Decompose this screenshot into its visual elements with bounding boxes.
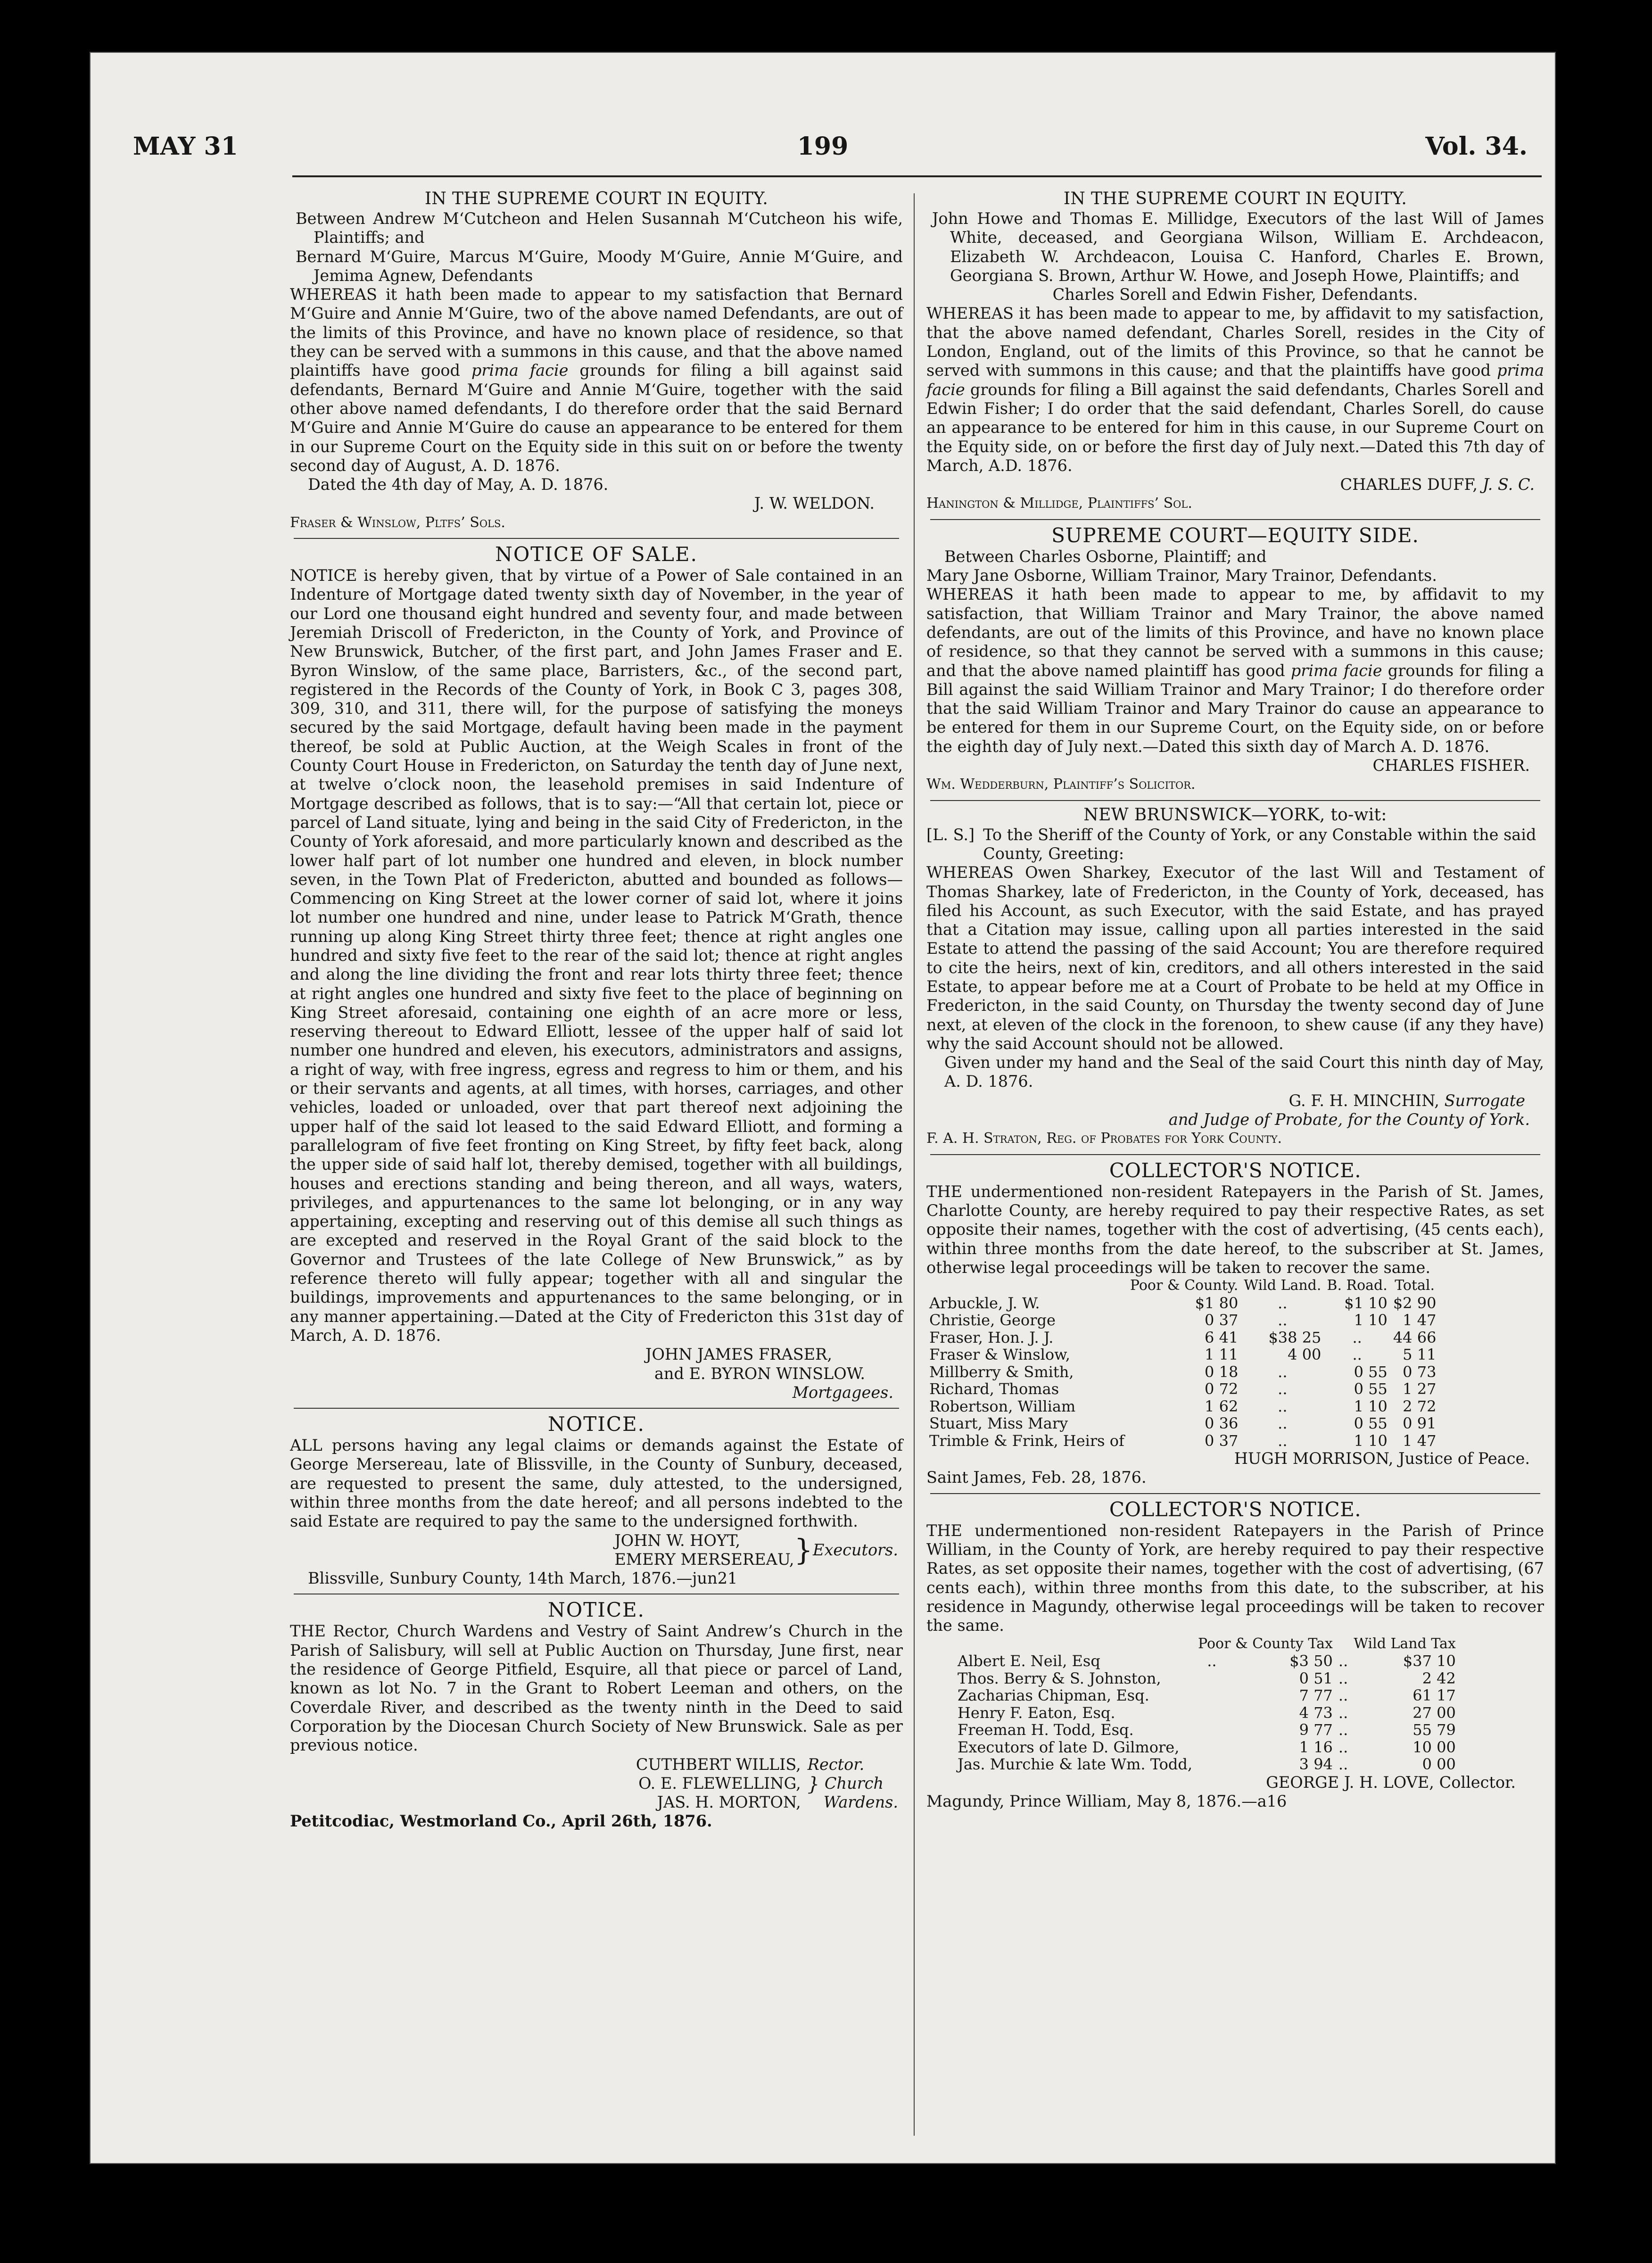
table-cell: Arbuckle, J. W. [929, 1294, 1040, 1312]
executor-name: JOHN W. HOYT, [614, 1531, 741, 1550]
executors-block [290, 1531, 903, 1569]
role-label: Rector. [807, 1755, 865, 1774]
notice-body: THE undermentioned non-resident Ratepayers in the Parish of Prince William, in the County of York, are hereby required to pay their respective Rates, as set opposite their names, together with the cost of advertising, (67 cents each), within three months from this date, to the subscriber, at his residence in Magundy, otherwise legal proceedings will be taken to recover the same. [926, 1521, 1544, 1635]
table-cell: 1 11 [1205, 1346, 1239, 1364]
signature: GEORGE J. H. LOVE, Collector. [1266, 1773, 1516, 1792]
notice-body: NOTICE is hereby given, that by virtue of a Power of Sale contained in an Indenture of Mortgage dated twenty sixth day of November, in the year of our Lord one thousand eight hundred and seventy four, and made between Jeremiah Driscoll of Fredericton, in the County of York, and Province of New Brunswick, Butcher, of the first part, and John James Fraser and E. Byron Winslow, of the same place, Barristers, &c., of the second part, registered in the Records of the County of York, in Book C 3, pages 308, 309, 310, and 311, there will, for the purpose of satisfying the moneys secured by the said Mortgage, default having been made in the payment thereof, be sold at Public Auction, at the Weigh Scales in front of the County Court House in Fredericton, on Saturday the tenth day of June next, at twelve o’clock noon, the leasehold premises in said Indenture of Mortgage described as follows, that is to say:—“All that certain lot, piece or parcel of Land situate, lying and being in the said City of Fredericton, in the County of York aforesaid, and more particularly known and described as the lower half part of lot number one hundred and eleven, in block number seven, in the Town Plat of Fredericton, abutted and bounded as follows—Commencing on King Street at the lower corner of said lot, where it joins lot number one hundred and nine, under lease to Patrick M‘Grath, thence running up along King Street thirty three feet; thence at right angles one hundred and sixty five feet to the rear of the said lot; thence at right angles and along the line dividing the front and rear lots thirty three feet; thence at right angles one hundred and sixty five feet to the place of beginning on King Street aforesaid, containing one eighth of an acre more or less, reserving thereout to Edward Elliott, lessee of the upper half of said lot number one hundred and eleven, his executors, administrators and assigns, a right of way, with free ingress, egress and regress to him or them, and his or their servants and agents, at all times, with horses, carriages, and other vehicles, loaded or unloaded, over that part thereof next adjoining the upper half of the said lot leased to the said Edward Elliott, and forming a parallelogram of five feet fronting on King Street, by fifty feet back, along the upper side of said half lot, thereby demised, together with all buildings, houses and erections standing and being thereon, and all ways, waters, privileges, and appurtenances to the same lot belonging, or in any way appertaining, excepting and reserving out of this demise all such things as are excepted and reserved in the Royal Grant of the said block to the Governor and Trustees of the late College of New Brunswick,” as by reference thereto will fully appear; together with all and singular the buildings, improvements and appurtenances to the same belonging, or in any manner appertaining.—Dated at the City of Fredericton this 31st day of March, A. D. 1876. [290, 566, 903, 1345]
table-row [955, 1652, 1459, 1670]
role-label: Wardens. [823, 1793, 898, 1812]
column-header: Poor & County. [1130, 1277, 1239, 1294]
header-rule [292, 175, 1542, 177]
table-cell: 55 79 [1412, 1721, 1456, 1739]
section-rule [294, 538, 899, 539]
table-cell: Christie, George [929, 1311, 1056, 1330]
table-cell: 1 10 [1354, 1431, 1388, 1450]
table-cell: Albert E. Neil, Esq [958, 1652, 1100, 1670]
table-cell: 0 55 [1354, 1363, 1388, 1381]
table-cell: .. [1338, 1721, 1348, 1739]
table-cell: .. [1278, 1311, 1288, 1330]
seal-mark: [L. S.] [926, 825, 975, 844]
notice-title: SUPREME COURT—EQUITY SIDE. [1051, 523, 1419, 547]
column-header [1336, 1635, 1351, 1653]
notice-body: WHEREAS it has been made to appear to me, by affidavit to my satisfaction, that the above named defendant, Charles Sorell, resides in the City of London, England, out of the limits of this Province, so that he cannot be served with summons in this cause; and that the plaintiffs have good prima facie grounds for filing a Bill against the said defendants, Charles Sorell and Edwin Fisher; I do order that the said defendant, Charles Sorell, do cause an appearance to be entered for him in this cause, in our Supreme Court on the Equity side, on or before the first day of July next.—Dated this 7th day of March, A.D. 1876. [926, 304, 1544, 475]
notice-title: NOTICE. [548, 1412, 645, 1436]
table-row [926, 1346, 1439, 1363]
table-row [955, 1704, 1459, 1722]
notice-title: COLLECTOR'S NOTICE. [1109, 1158, 1362, 1182]
signature: and E. BYRON WINSLOW. [654, 1364, 865, 1383]
table-cell: .. [1278, 1414, 1288, 1433]
table-cell: 0 72 [1205, 1380, 1239, 1398]
table-cell: Freeman H. Todd, Esq. [958, 1721, 1134, 1739]
table-row [926, 1295, 1439, 1312]
column-header: Poor & County Tax [1198, 1635, 1333, 1652]
table-cell: Thos. Berry & S. Johnston, [958, 1669, 1161, 1687]
table-cell [1195, 1721, 1229, 1739]
page-number: 199 [797, 132, 849, 161]
executor-name: EMERY MERSEREAU, [614, 1550, 794, 1569]
table-cell: 6 41 [1205, 1328, 1239, 1346]
signature: JOHN JAMES FRASER, [645, 1345, 832, 1364]
table-cell: .. [1207, 1652, 1217, 1670]
column-header: Total. [1395, 1277, 1435, 1294]
executors-label: Executors. [813, 1540, 898, 1559]
table-cell: .. [1338, 1755, 1348, 1774]
equity-notice-osborne [926, 524, 1544, 794]
notice-saint-andrews [290, 1598, 903, 1831]
table-cell: $37 10 [1403, 1652, 1456, 1670]
table-cell: 1 27 [1403, 1380, 1437, 1398]
table-cell: .. [1278, 1397, 1288, 1415]
table-row [955, 1687, 1459, 1704]
table-cell: .. [1352, 1346, 1362, 1364]
section-rule [294, 1408, 899, 1409]
table-cell: 1 16 [1299, 1738, 1333, 1756]
column-header: B. Road. [1327, 1277, 1388, 1294]
place-date: Blissville, Sunbury County, 14th March, 1876.—jun21 [308, 1569, 738, 1588]
table-cell: 0 55 [1354, 1380, 1388, 1398]
table-cell: 0 37 [1205, 1311, 1239, 1330]
notice-title: NOTICE OF SALE. [495, 543, 698, 566]
table-cell: 0 73 [1403, 1363, 1437, 1381]
column-header: Wild Land. [1244, 1277, 1322, 1294]
notice-body: ALL persons having any legal claims or demands against the Estate of George Mersereau, late of Blissville, in the County of Sunbury, deceased, are requested to present the same, duly attested, to the undersigned, within three months from the date hereof; and all persons indebted to the said Estate are required to pay the same to the undersigned forthwith. [290, 1436, 903, 1531]
table-row [926, 1380, 1439, 1398]
signature-role: and Judge of Probate, for the County of York. [1168, 1110, 1530, 1129]
place-date: Saint James, Feb. 28, 1876. [926, 1468, 1147, 1487]
table-cell: $1 80 [1195, 1294, 1239, 1312]
table-cell [1195, 1739, 1229, 1756]
table-row [926, 1398, 1439, 1415]
table-cell: .. [1278, 1294, 1288, 1312]
wardens-block [290, 1755, 903, 1812]
table-cell: Jas. Murchie & late Wm. Todd, [958, 1755, 1192, 1774]
table-cell: Robertson, William [929, 1397, 1076, 1415]
ratepayers-table [926, 1277, 1439, 1449]
section-rule [930, 1493, 1540, 1494]
table-cell: .. [1278, 1380, 1288, 1398]
table-cell: Millberry & Smith, [929, 1363, 1074, 1381]
place-date: Petitcodiac, Westmorland Co., April 26th, 1876. [290, 1812, 712, 1831]
column-header: Wild Land Tax [1354, 1635, 1456, 1652]
defendants: Bernard M‘Guire, Marcus M‘Guire, Moody M‘Guire, Annie M‘Guire, and Jemima Agnew, Defendants [296, 247, 903, 285]
defendants: Mary Jane Osborne, William Trainor, Mary Trainor, Defendants. [926, 566, 1437, 585]
collectors-notice-st-james [926, 1159, 1544, 1487]
table-row [955, 1739, 1459, 1756]
table-cell: 2 72 [1403, 1397, 1437, 1415]
table-cell: 1 47 [1403, 1431, 1437, 1450]
table-row [955, 1721, 1459, 1739]
table-cell: Richard, Thomas [929, 1380, 1059, 1398]
table-cell: 44 66 [1393, 1328, 1437, 1346]
table-cell: 0 91 [1403, 1414, 1437, 1433]
table-cell: Henry F. Eaton, Esq. [958, 1703, 1115, 1722]
column-header [926, 1277, 1127, 1295]
defendants: Charles Sorell and Edwin Fisher, Defendants. [1052, 285, 1418, 304]
notice-of-sale [290, 543, 903, 1402]
table-cell: .. [1352, 1328, 1362, 1346]
gazette-page [90, 52, 1556, 2164]
table-row [926, 1363, 1439, 1381]
table-cell: 4 00 [1288, 1346, 1322, 1364]
probate-citation [926, 805, 1544, 1148]
table-cell: 0 37 [1205, 1431, 1239, 1450]
notice-body: WHEREAS it hath been made to appear to me, by affidavit to my satisfaction, that William Trainor and Mary Trainor, the above named defendants, are out of the limits of this Province, and have no known place of residence, so that they cannot be served with a summons in this cause; and that the above named plaintiff has good prima facie grounds for filing a Bill against the said William Trainor and Mary Trainor; I do therefore order that the said William Trainor and Mary Trainor do cause an appearance to be entered for them in our Supreme Court, on the Equity side, on or before the eighth day of July next.—Dated this sixth day of March A. D. 1876. [926, 585, 1544, 756]
table-cell: .. [1278, 1363, 1288, 1381]
notice-title: NEW BRUNSWICK—YORK, to-wit: [1083, 805, 1387, 825]
solicitor: Wm. Wedderburn, Plaintiff’s Solicitor. [926, 776, 1196, 793]
table-cell: 1 10 [1354, 1311, 1388, 1330]
equity-notice-howe [926, 189, 1544, 513]
table-cell: 5 11 [1403, 1346, 1437, 1364]
notice-title: COLLECTOR'S NOTICE. [1109, 1497, 1362, 1521]
table-cell: Stuart, Miss Mary [929, 1414, 1068, 1433]
table-cell: .. [1338, 1686, 1348, 1705]
warden-name: CUTHBERT WILLIS, [636, 1755, 801, 1774]
table-cell: .. [1338, 1669, 1348, 1687]
table-cell: $3 50 [1289, 1652, 1333, 1670]
table-cell: 1 62 [1205, 1397, 1239, 1415]
table-cell: 1 47 [1403, 1311, 1437, 1330]
table-cell: .. [1338, 1652, 1348, 1670]
table-cell: 0 55 [1354, 1414, 1388, 1433]
table-header [955, 1635, 1459, 1653]
table-row [926, 1312, 1439, 1329]
solicitors: Fraser & Winslow, Pltfs’ Sols. [290, 514, 505, 531]
section-rule [930, 1154, 1540, 1155]
notice-body: THE Rector, Church Wardens and Vestry of Saint Andrew’s Church in the Parish of Salisbury, will sell at Public Auction on Thursday, June first, near the residence of George Pitfield, Esquire, all that piece or parcel of Land, known as lot No. 7 in the Grant to Robert Leeman and others, on the Coverdale River, and described as the twenty ninth in the Deed to said Corporation by the Diocesan Church Society of New Brunswick. Sale as per previous notice. [290, 1622, 903, 1755]
registrar: F. A. H. Straton, Reg. of Probates for York County. [926, 1130, 1282, 1147]
given-line: Given under my hand and the Seal of the said Court this ninth day of May, A. D. 1876. [944, 1053, 1544, 1091]
table-cell: Fraser, Hon. J. J. [929, 1328, 1054, 1346]
notice-mersereau-estate [290, 1412, 903, 1588]
table-cell: 0 18 [1205, 1363, 1239, 1381]
table-cell: 0 00 [1422, 1755, 1456, 1774]
notice-body: THE undermentioned non-resident Ratepayers in the Parish of St. James, Charlotte County, are hereby required to pay their respective Rates, as set opposite their names, together with the cost of advertising, (45 cents each), within three months from the date hereof, to the subscriber at St. James, otherwise legal proceedings will be taken to recover the same. [926, 1182, 1544, 1277]
table-cell: 9 77 [1299, 1721, 1333, 1739]
table-cell: 4 73 [1299, 1703, 1333, 1722]
place-date: Magundy, Prince William, May 8, 1876.—a16 [926, 1792, 1287, 1810]
signature: CHARLES FISHER. [1372, 756, 1530, 775]
signature: G. F. H. MINCHIN, Surrogate [1289, 1091, 1525, 1110]
warden-name: JAS. H. MORTON, [657, 1793, 801, 1812]
brace: } [794, 1532, 813, 1567]
signature-role: Mortgagees. [792, 1383, 893, 1402]
table-row [926, 1432, 1439, 1450]
table-cell: Fraser & Winslow, [929, 1346, 1070, 1364]
table-cell: Trimble & Frink, Heirs of [929, 1431, 1124, 1450]
table-row [926, 1329, 1439, 1346]
signature: J. W. WELDON. [754, 494, 875, 513]
table-cell: 2 42 [1422, 1669, 1456, 1687]
table-cell: Executors of late D. Gilmore, [958, 1738, 1180, 1756]
table-cell: 7 77 [1299, 1686, 1333, 1705]
notice-title: NOTICE. [548, 1598, 645, 1622]
table-cell: 0 36 [1205, 1414, 1239, 1433]
signature: CHARLES DUFF, J. S. C. [1340, 475, 1535, 494]
table-header [926, 1277, 1439, 1295]
table-cell: 3 94 [1299, 1755, 1333, 1774]
ratepayers-table [955, 1635, 1459, 1773]
table-cell: .. [1278, 1431, 1288, 1450]
table-cell [1195, 1704, 1229, 1722]
table-cell: $1 10 [1344, 1294, 1388, 1312]
notice-title: IN THE SUPREME COURT IN EQUITY. [1063, 189, 1407, 208]
role-label: } Church [807, 1773, 884, 1795]
issue-date: MAY 31 [133, 132, 238, 161]
signature: HUGH MORRISON, Justice of Peace. [1234, 1449, 1530, 1468]
volume-number: Vol. 34. [1425, 132, 1528, 161]
table-row [926, 1415, 1439, 1432]
table-cell: .. [1338, 1738, 1348, 1756]
table-row [955, 1756, 1459, 1773]
seal-address [926, 826, 1544, 864]
table-cell: Zacharias Chipman, Esq. [958, 1686, 1149, 1705]
notice-body: WHEREAS Owen Sharkey, Executor of the last Will and Testament of Thomas Sharkey, late of Fredericton, in the County of York, deceased, has filed his Account, as such Executor, with the said Estate, and has prayed that a Citation may issue, calling upon all parties interested in the said Estate to attend the passing of the said Account; You are therefore required to cite the heirs, next of kin, creditors, and all others interested in the said Estate, to appear before me at a Court of Probate to be held at my Office in Fredericton, in the said County, on Thursday the twenty second day of June next, at eleven of the clock in the forenoon, to shew cause (if any they have) why the said Account should not be allowed. [926, 863, 1544, 1053]
table-cell: 1 10 [1354, 1397, 1388, 1415]
table-cell [1195, 1756, 1229, 1773]
plaintiffs: Between Andrew M‘Cutcheon and Helen Susannah M‘Cutcheon his wife, Plaintiffs; and [296, 209, 903, 247]
plaintiffs: Between Charles Osborne, Plaintiff; and [944, 547, 1267, 566]
table-cell: 61 17 [1412, 1686, 1456, 1705]
left-column [290, 189, 903, 1831]
table-cell: .. [1338, 1703, 1348, 1722]
warden-name: O. E. FLEWELLING, [638, 1774, 801, 1792]
solicitors: Hanington & Millidge, Plaintiffs’ Sol. [926, 495, 1192, 512]
right-column [926, 189, 1544, 1811]
table-cell: $2 90 [1393, 1294, 1437, 1312]
section-rule [930, 800, 1540, 801]
table-row [955, 1670, 1459, 1687]
column-header [955, 1635, 1195, 1653]
dated-line: Dated the 4th day of May, A. D. 1876. [308, 475, 609, 494]
table-cell [1195, 1670, 1229, 1687]
table-cell: 10 00 [1412, 1738, 1456, 1756]
section-rule [930, 519, 1540, 520]
table-cell [1195, 1687, 1229, 1704]
notice-title: IN THE SUPREME COURT IN EQUITY. [424, 189, 768, 208]
table-cell: 0 51 [1299, 1669, 1333, 1687]
collectors-notice-prince-william [926, 1498, 1544, 1811]
address-line: To the Sheriff of the County of York, or any Constable within the said County, Greeting: [983, 825, 1536, 863]
table-cell: 27 00 [1412, 1703, 1456, 1722]
plaintiffs: John Howe and Thomas E. Millidge, Executors of the last Will of James White, deceased, and Georgiana Wilson, William E. Archdeacon, Elizabeth W. Archdeacon, Louisa C. Hanford, Charles E. Brown, Georgiana S. Brown, Arthur W. Howe, and Joseph Howe, Plaintiffs; and [932, 209, 1544, 285]
equity-notice-mcutcheon [290, 189, 903, 532]
column-divider [914, 193, 915, 2136]
table-cell: $38 25 [1268, 1328, 1322, 1346]
notice-body: WHEREAS it hath been made to appear to my satisfaction that Bernard M‘Guire and Annie M‘Guire, two of the above named Defendants, are out of the limits of this Province, and have no known place of residence, so that they can be served with a summons in this cause, and that the above named plaintiffs have good prima facie grounds for filing a bill against said defendants, Bernard M‘Guire and Annie M‘Guire, together with the said other above named defendants, I do therefore order that the said Bernard M‘Guire and Annie M‘Guire do cause an appearance to be entered for them in our Supreme Court on the Equity side in this suit on or before the twenty second day of August, A. D. 1876. [290, 285, 903, 475]
